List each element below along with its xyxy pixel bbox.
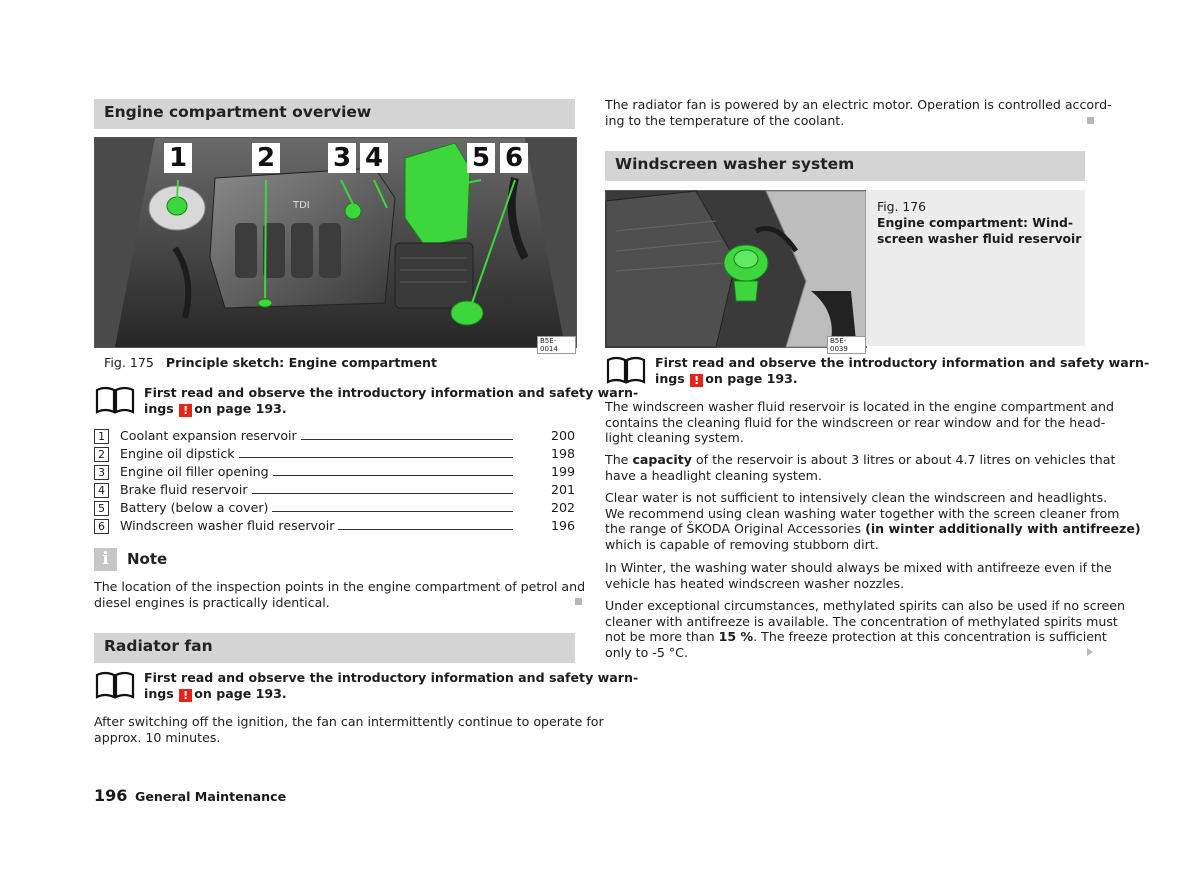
legend-item: 3 Engine oil filler opening 199 (94, 463, 575, 481)
callout-6: 6 (500, 143, 528, 173)
washer-paragraph-capacity: The capacity of the reservoir is about 3 litres or about 4.7 litres on vehicles that have a headlight cleaning system. (605, 452, 1116, 483)
book-icon (606, 356, 646, 384)
engine-compartment-figure (94, 137, 577, 353)
washer-paragraph-cleaning: Clear water is not sufficient to intensively clean the windscreen and headlights. We recommend using clean washing water together with the screen cleaner from the range of ŠKODA Original Accessories (in winter additionally with antifreeze) which is capable of removing stubborn dirt. (605, 490, 1141, 552)
svg-text:TDI: TDI (293, 200, 310, 211)
washer-reservoir-illustration (606, 191, 866, 347)
callout-1: 1 (164, 143, 192, 173)
continued-arrow-icon (1087, 648, 1093, 656)
section-end-marker (575, 598, 582, 605)
legend-item: 2 Engine oil dipstick 198 (94, 445, 575, 463)
book-icon (95, 386, 135, 414)
page-number: 196 (94, 786, 128, 805)
callout-3: 3 (328, 143, 356, 173)
legend-item: 6 Windscreen washer fluid reservoir 196 (94, 517, 575, 535)
washer-paragraph-winter: In Winter, the washing water should always be mixed with antifreeze even if the vehicle has heated windscreen washer nozzles. (605, 560, 1112, 591)
radiator-text: After switching off the ignition, the fan can intermittently continue to operate for approx. 10 minutes. (94, 714, 604, 745)
legend-item: 4 Brake fluid reservoir 201 (94, 481, 575, 499)
figure-code: B5E-0014 (537, 336, 576, 354)
first-read-notice: First read and observe the introductory information and safety warn- ings ! on page 193. (144, 670, 639, 702)
washer-paragraph-location: The windscreen washer fluid reservoir is located in the engine compartment and contains the cleaning fluid for the windscreen or rear window and for the head- light cleaning system. (605, 399, 1115, 446)
radiator-continued-text: The radiator fan is powered by an electric motor. Operation is controlled accord- ing to the temperature of the coolant. (605, 97, 1112, 128)
washer-paragraph-spirits: Under exceptional circumstances, methylated spirits can also be used if no screen cleaner with antifreeze is available. The concentration of methylated spirits must not be more than 15 %. The freeze protection at this concentration is sufficient only to -5 °C. (605, 598, 1125, 660)
info-icon: i (94, 548, 117, 571)
callout-2: 2 (252, 143, 280, 173)
first-read-notice: First read and observe the introductory information and safety warn- ings ! on page 193. (144, 385, 639, 417)
section-heading-engine-overview: Engine compartment overview (94, 99, 575, 129)
warning-icon: ! (690, 374, 703, 387)
footer-section: General Maintenance (135, 789, 287, 804)
book-icon (95, 671, 135, 699)
callout-5: 5 (467, 143, 495, 173)
washer-reservoir-figure (605, 190, 867, 353)
figure-caption: Engine compartment: Wind- screen washer fluid reservoir (877, 215, 1082, 246)
warning-icon: ! (179, 689, 192, 702)
warning-icon: ! (179, 404, 192, 417)
legend-item: 5 Battery (below a cover) 202 (94, 499, 575, 517)
first-read-notice: First read and observe the introductory information and safety warn- ings ! on page 193. (655, 355, 1150, 387)
figure-code: B5E-0039 (827, 336, 866, 354)
callout-4: 4 (360, 143, 388, 173)
section-heading-washer: Windscreen washer system (605, 151, 1085, 181)
note-heading: Note (127, 550, 168, 568)
section-end-marker (1087, 117, 1094, 124)
legend-item: 1 Coolant expansion reservoir 200 (94, 427, 575, 445)
section-heading-radiator-fan: Radiator fan (94, 633, 575, 663)
figure-number: Fig. 176 (877, 199, 927, 214)
figure-caption-box (866, 190, 1085, 346)
figure-caption: Fig. 175 Principle sketch: Engine compartment (104, 355, 438, 370)
note-text: The location of the inspection points in the engine compartment of petrol and diesel engines is practically identical. (94, 579, 586, 610)
